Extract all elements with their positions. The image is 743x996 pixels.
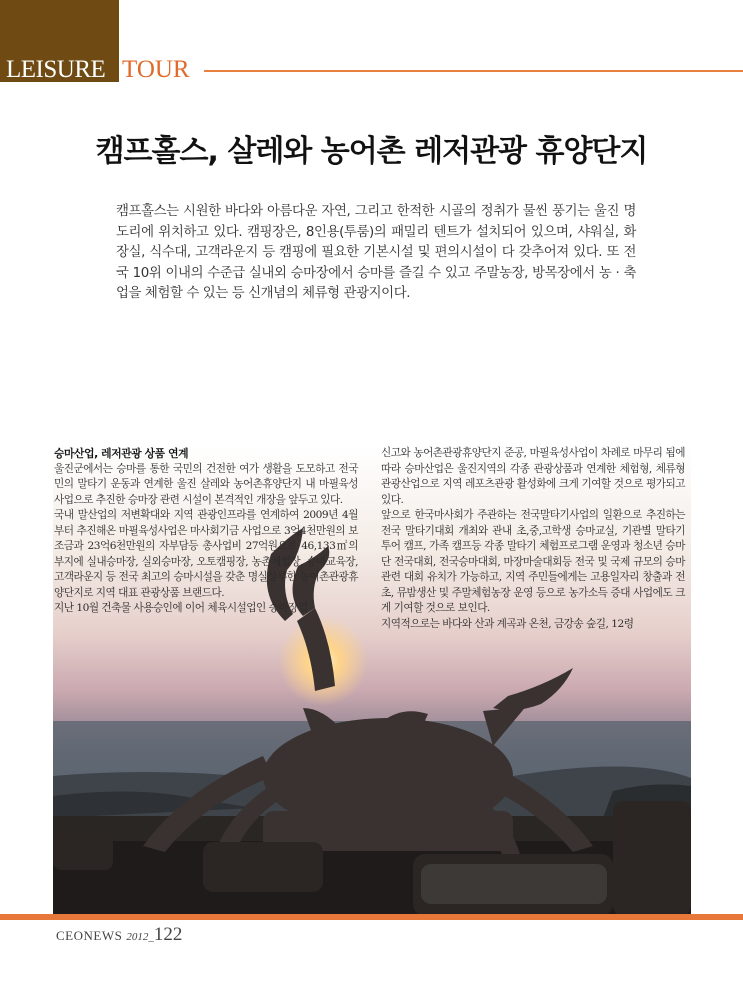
page-number: 122 <box>153 924 183 945</box>
issue-year: 2012 <box>126 931 149 943</box>
article-headline: 캠프홀스, 살레와 농어촌 레저관광 휴양단지 <box>95 134 648 169</box>
body-column-right <box>381 446 685 633</box>
body-paragraph: 앞으로 한국마사회가 주관하는 전국말타기사업의 일환으로 추진하는 전국 말타기대회 개최와 관내 초,중,고학생 승마교실, 기관별 말타기 투어 캠프, 가족 캠프등 각종 말타기 체험프로그램 운영과 청소년 승마단 전국대회, 전국승마대회, 마장마술대회등 전국 및 국제 규모의 승마관련 대회 유치가 가능하고, 지역 주민들에게는 고용일자리 창출과 전초, 뮤밤생산 및 주말체험농장 운영 등으로 농가소득 증대 사업에도 크게 기여할 것으로 보인다. <box>381 509 685 615</box>
magazine-name: CEONEWS <box>56 928 123 943</box>
body-paragraph: 지난 10월 건축물 사용승인에 이어 체육시설업인 승마장업 <box>54 602 308 615</box>
section-label-leisure: LEISURE <box>6 56 106 83</box>
body-paragraph: 신고와 농어촌관광휴양단지 준공, 마필육성사업이 차례로 마무리 됨에 따라 승마산업은 울진지역의 각종 관광상품과 연계한 체험형, 체류형 관광산업으로 지역 레포츠관광 활성화에 크게 기여할 것으로 평가되고 있다. <box>381 447 685 506</box>
footer-separator: _ <box>148 931 154 943</box>
body-paragraph: 울진군에서는 승마를 통한 국민의 건전한 여가 생활을 도모하고 전국민의 말타기 운동과 연계한 울진 살레와 농어촌휴양단지 내 마필육성사업으로 추진한 승마장 관련 시설이 본격적인 개장을 앞두고 있다. <box>54 462 358 506</box>
page-footer <box>56 924 182 946</box>
header-rule <box>204 70 743 72</box>
section-header <box>0 55 743 85</box>
body-column-left <box>54 446 358 617</box>
footer-bar <box>0 914 743 920</box>
subsection-heading: 승마산업, 레저관광 상품 연계 <box>54 447 189 460</box>
lead-paragraph: 캠프홀스는 시원한 바다와 아름다운 자연, 그리고 한적한 시골의 정취가 물씬 풍기는 울진 명도리에 위치하고 있다. 캠핑장은, 8인용(투룸)의 패밀리 텐트가 설치되어 있으며, 샤워실, 화장실, 식수대, 고객라운지 등 캠핑에 필요한 기본시설 및 편의시설이 다 갖추어져 있다. 또 전국 10위 이내의 수준급 실내외 승마장에서 승마를 즐길 수 있고 주말농장, 방목장에서 농 · 축업을 체험할 수 있는 등 신개념의 체류형 관광지이다. <box>116 204 636 301</box>
body-paragraph: 국내 말산업의 저변확대와 지역 관광인프라를 연계하여 2009년 4월부터 추진해온 마필육성사업은 마사회기금 사업으로 3억4천만원의 보조금과 23억6천만원의 자부담등 총사업비 27억원으로 46,133㎡의 부지에 실내승마장, 실외승마장, 오토캠핑장, 농촌체험장, 승마교육장, 고객라운지 등 전국 최고의 승마시설을 갖춘 명실상부한 농어촌관광휴양단지로 지역 대표 관광상품 브랜드다. <box>54 509 358 599</box>
section-label-tour: TOUR <box>122 56 190 83</box>
body-paragraph: 지역적으로는 바다와 산과 계곡과 온천, 금강송 숲길, 12령 <box>381 618 634 631</box>
